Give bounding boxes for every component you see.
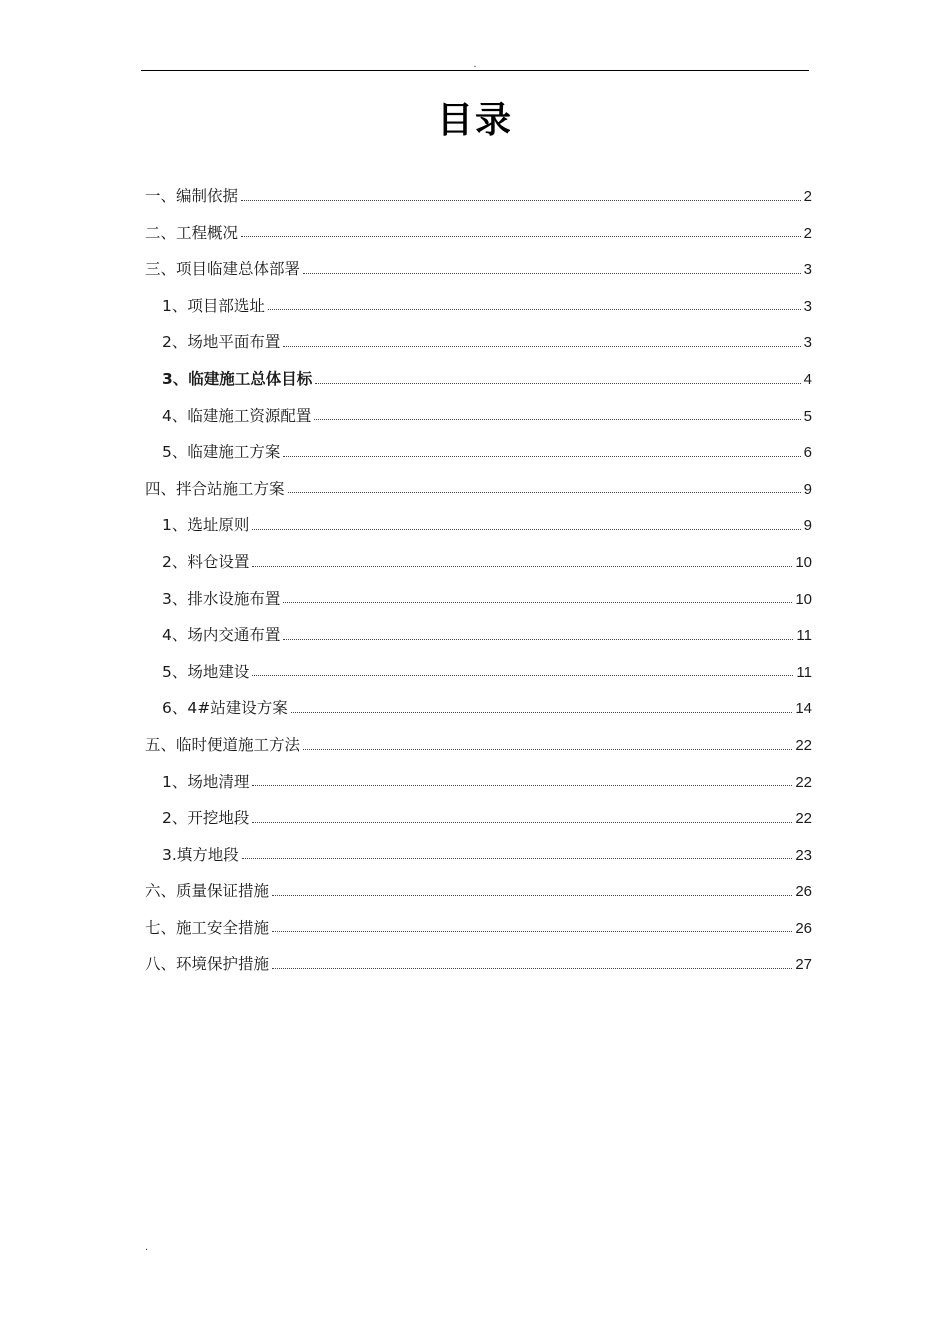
toc-entry-page-number: 2 — [803, 188, 812, 205]
toc-entry-page-number: 3 — [803, 334, 812, 352]
toc-entry[interactable] — [145, 324, 812, 361]
toc-entry-page-number: 10 — [795, 553, 812, 571]
toc-entry[interactable] — [145, 910, 812, 947]
toc-entry-label: 5、场地建设 — [162, 662, 250, 681]
toc-dot-leader — [252, 529, 800, 530]
toc-dot-leader — [272, 931, 792, 932]
toc-entry-page-number: 2 — [803, 224, 812, 242]
toc-entry-page-number: 26 — [795, 919, 812, 937]
toc-entry-page-number: 9 — [803, 480, 812, 498]
page-title: 目录 — [436, 100, 513, 141]
toc-entry[interactable] — [145, 544, 812, 581]
toc-entry-label: 三、项目临建总体部署 — [145, 260, 301, 279]
toc-entry[interactable] — [145, 251, 812, 288]
toc-entry[interactable] — [145, 471, 812, 508]
toc-entry-page-number: 22 — [795, 773, 812, 791]
toc-entry-page-number: 23 — [795, 846, 812, 864]
toc-entry-page-number: 3 — [803, 261, 812, 279]
toc-entry-label: 七、施工安全措施 — [145, 918, 270, 937]
toc-dot-leader — [272, 968, 792, 969]
toc-entry-label: 2、料仓设置 — [162, 552, 250, 571]
toc-dot-leader — [242, 858, 793, 859]
toc-dot-leader — [283, 639, 793, 640]
toc-dot-leader — [303, 273, 801, 274]
toc-entry-label: 四、拌合站施工方案 — [145, 479, 285, 498]
toc-entry-page-number: 6 — [803, 444, 812, 462]
toc-entry-label: 1、场地清理 — [162, 772, 250, 791]
toc-entry[interactable] — [145, 837, 812, 874]
table-of-contents — [145, 178, 812, 983]
toc-dot-leader — [291, 712, 793, 713]
toc-entry[interactable] — [145, 617, 812, 654]
toc-entry[interactable] — [145, 873, 812, 910]
toc-dot-leader — [252, 822, 792, 823]
toc-entry-label: 八、环境保护措施 — [145, 955, 270, 974]
toc-entry[interactable] — [145, 654, 812, 691]
toc-entry-label: 1、选址原则 — [162, 516, 250, 535]
toc-entry-label: 二、工程概况 — [145, 223, 239, 242]
toc-entry[interactable] — [145, 764, 812, 801]
toc-dot-leader — [252, 566, 792, 567]
header-mark: . — [473, 59, 477, 70]
toc-entry[interactable] — [145, 507, 812, 544]
toc-entry-page-number: 27 — [795, 956, 812, 974]
header-rule — [141, 70, 809, 71]
toc-entry[interactable] — [145, 581, 812, 618]
toc-entry-page-number: 9 — [803, 517, 812, 535]
toc-entry[interactable] — [145, 690, 812, 727]
toc-entry-page-number: 5 — [803, 407, 812, 425]
toc-entry-label: 2、场地平面布置 — [162, 333, 281, 352]
footer-mark: . — [145, 1242, 149, 1253]
toc-dot-leader — [252, 785, 792, 786]
toc-dot-leader — [303, 749, 792, 750]
toc-entry-label: 3、临建施工总体目标 — [162, 369, 313, 388]
toc-entry-label: 一、编制依据 — [145, 187, 239, 205]
toc-entry[interactable] — [145, 727, 812, 764]
toc-entry[interactable] — [145, 398, 812, 435]
toc-entry-page-number: 14 — [795, 700, 812, 718]
toc-entry-label: 4、场内交通布置 — [162, 626, 281, 645]
toc-entry-label: 六、质量保证措施 — [145, 882, 270, 901]
toc-dot-leader — [315, 383, 800, 384]
toc-entry[interactable] — [145, 361, 812, 398]
toc-entry-label: 4、临建施工资源配置 — [162, 406, 312, 425]
toc-entry-page-number: 11 — [796, 663, 812, 681]
toc-dot-leader — [241, 200, 801, 201]
toc-entry-page-number: 4 — [803, 370, 812, 388]
toc-entry-label: 五、临时便道施工方法 — [145, 735, 301, 754]
toc-entry[interactable] — [145, 288, 812, 325]
toc-dot-leader — [283, 456, 800, 457]
toc-dot-leader — [283, 346, 800, 347]
toc-entry-label: 5、临建施工方案 — [162, 443, 281, 462]
toc-entry-label: 1、项目部选址 — [162, 296, 265, 315]
toc-entry-label: 3、排水设施布置 — [162, 589, 281, 608]
toc-entry[interactable] — [145, 800, 812, 837]
toc-entry[interactable] — [145, 215, 812, 252]
toc-entry-label: 3.填方地段 — [162, 845, 239, 864]
toc-entry[interactable] — [145, 946, 812, 983]
toc-entry-page-number: 11 — [796, 627, 812, 645]
toc-dot-leader — [314, 419, 800, 420]
toc-entry-page-number: 10 — [795, 590, 812, 608]
toc-dot-leader — [268, 309, 801, 310]
toc-dot-leader — [288, 492, 801, 493]
toc-entry-label: 2、开挖地段 — [162, 809, 250, 828]
toc-dot-leader — [283, 602, 792, 603]
toc-entry-page-number: 22 — [795, 810, 812, 828]
toc-dot-leader — [241, 236, 801, 237]
toc-dot-leader — [252, 675, 793, 676]
toc-entry-page-number: 26 — [795, 883, 812, 901]
toc-entry-label: 6、4#站建设方案 — [162, 699, 288, 718]
toc-dot-leader — [272, 895, 792, 896]
toc-entry[interactable] — [145, 178, 812, 215]
toc-entry-page-number: 3 — [803, 297, 812, 315]
toc-entry-page-number: 22 — [795, 736, 812, 754]
toc-entry[interactable] — [145, 434, 812, 471]
